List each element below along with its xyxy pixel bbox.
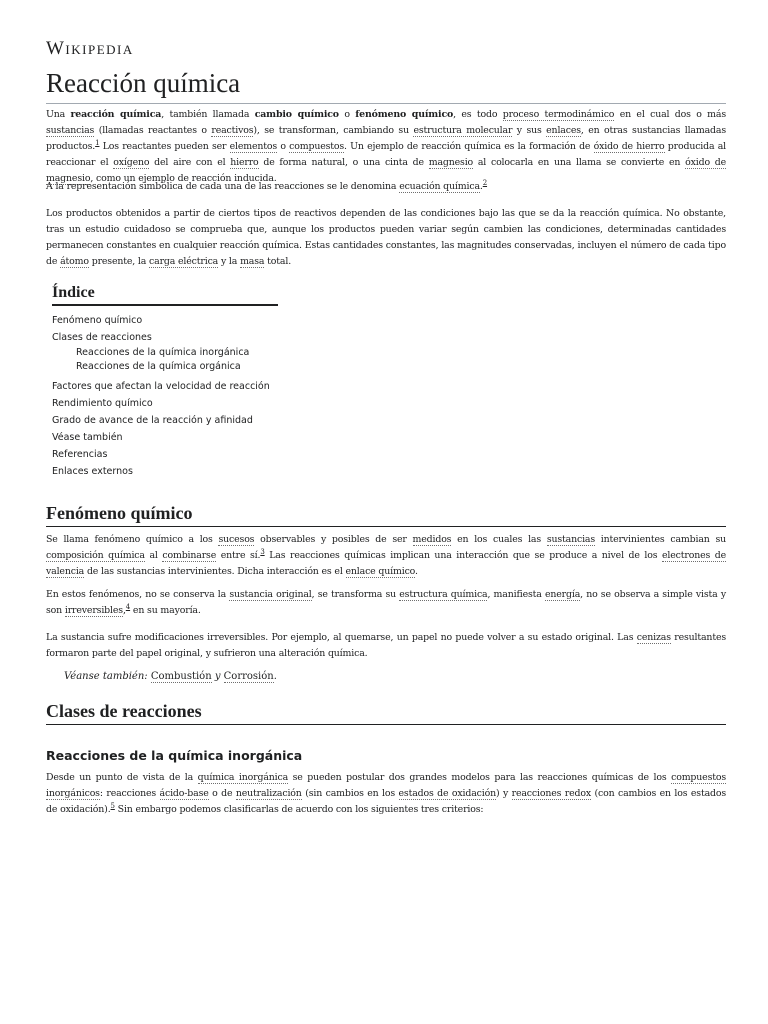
text: total.: [264, 256, 292, 267]
toc-item-quimica-inorganica[interactable]: Reacciones de la química inorgánica: [76, 347, 250, 358]
toc-item-factores-velocidad[interactable]: Factores que afectan la velocidad de reacción: [52, 381, 270, 392]
wikipedia-wordmark: Wikipedia: [46, 38, 134, 59]
text: presente, la: [88, 256, 150, 267]
link-cenizas[interactable]: cenizas: [636, 632, 671, 643]
link-oxido-de-hierro[interactable]: óxido de hierro: [593, 141, 665, 152]
link-estados-de-oxidacion[interactable]: estados de oxidación: [398, 788, 496, 799]
reference-5[interactable]: 5: [110, 801, 115, 810]
text: entre sí.: [216, 550, 261, 561]
text: y la: [218, 256, 241, 267]
text: o: [338, 109, 356, 120]
link-carga-electrica[interactable]: carga eléctrica: [149, 256, 219, 267]
toc-item-quimica-organica[interactable]: Reacciones de la química orgánica: [76, 361, 241, 372]
link-neutralizacion[interactable]: neutralización: [235, 788, 302, 799]
clases-paragraph-1: [46, 770, 726, 818]
text: (llamadas reactantes o: [94, 125, 212, 136]
toc-item-referencias[interactable]: Referencias: [52, 449, 108, 460]
fenomeno-paragraph-3: [46, 630, 726, 662]
text: ,: [122, 605, 126, 616]
text: Se llama fenómeno químico a los: [46, 534, 219, 545]
link-proceso-termodinamico[interactable]: proceso termodinámico: [502, 109, 615, 120]
text: , como un ejemplo de reacción inducida.: [90, 173, 277, 184]
text: Una: [46, 109, 71, 120]
text: Los productos obtenidos a partir de ciertos tipos de reactivos dependen de las condiciones bajo las que se da la reacción química. No obstante, tras un estudio cuidadoso se comprueba que, aunque los productos pueden variar según cambien las condiciones, determinadas cantidades permanecen constantes en cualquier reacción química. Estas cantidades constantes, las magnitudes conservadas, incluyen el número de cada tipo de: [46, 208, 726, 267]
see-also-lead: Véanse también:: [64, 671, 151, 682]
text: observables y posibles de ser: [254, 534, 413, 545]
link-corrosion[interactable]: Corrosión: [223, 671, 274, 682]
text: de forma natural, o una cinta de: [258, 157, 429, 168]
link-reacciones-redox[interactable]: reacciones redox: [511, 788, 592, 799]
text: .: [273, 671, 277, 682]
table-of-contents: [52, 284, 278, 480]
link-sustancias[interactable]: sustancias: [46, 125, 95, 136]
reference-4[interactable]: 4: [125, 602, 131, 611]
link-reactivos[interactable]: reactivos: [211, 125, 254, 136]
link-magnesio[interactable]: magnesio: [428, 157, 474, 168]
toc-item-enlaces-externos[interactable]: Enlaces externos: [52, 466, 133, 477]
link-estructura-quimica[interactable]: estructura química: [399, 589, 488, 600]
text: de las sustancias intervinientes. Dicha interacción es el: [84, 566, 346, 577]
text: ) y: [495, 788, 512, 799]
subsection-heading-quimica-inorganica: Reacciones de la química inorgánica: [46, 748, 303, 763]
link-atomo[interactable]: átomo: [60, 256, 89, 267]
link-enlace-quimico[interactable]: enlace químico: [345, 566, 416, 577]
fenomeno-paragraph-1: [46, 532, 726, 580]
link-enlaces[interactable]: enlaces: [546, 125, 581, 136]
text: del aire con el: [149, 157, 231, 168]
text: Las reacciones químicas implican una interacción que se produce a nivel de los: [264, 550, 662, 561]
text: .: [479, 181, 483, 192]
text: al colocarla en una llama se convierte en: [473, 157, 686, 168]
link-acido-base[interactable]: ácido-base: [159, 788, 209, 799]
reference-2[interactable]: 2: [482, 178, 488, 187]
link-compuestos-inorganicos[interactable]: compuestos inorgánicos: [46, 772, 726, 799]
link-medidos[interactable]: medidos: [412, 534, 452, 545]
link-estructura-molecular[interactable]: estructura molecular: [413, 125, 513, 136]
intro-paragraph-3: [46, 206, 726, 270]
section-heading-clases-de-reacciones: Clases de reacciones: [46, 701, 726, 725]
link-sustancias[interactable]: sustancias: [546, 534, 596, 545]
text: , en otras sustancias llamadas productos.: [46, 125, 726, 152]
link-masa[interactable]: masa: [240, 256, 265, 267]
text: resultantes formaron parte del papel original, y sufrieron una alteración química.: [46, 632, 726, 659]
text: al: [144, 550, 163, 561]
text: en el cual dos o más: [614, 109, 726, 120]
toc-item-clases-de-reacciones[interactable]: Clases de reacciones: [52, 332, 152, 343]
text: En estos fenómenos, no se conserva la: [46, 589, 230, 600]
text: ), se transforman, cambiando su: [253, 125, 414, 136]
toc-item-vease-tambien[interactable]: Véase también: [52, 432, 123, 443]
toc-title: Índice: [52, 284, 278, 306]
page-title: Reacción química: [46, 68, 726, 104]
text: , no se observa a simple vista y son: [46, 589, 726, 616]
toc-group-clases: [52, 329, 278, 374]
text: en su mayoría.: [130, 605, 201, 616]
text: Los reactantes pueden ser: [99, 141, 230, 152]
text: , manifiesta: [487, 589, 545, 600]
link-irreversibles[interactable]: irreversibles: [64, 605, 123, 616]
toc-item-fenomeno-quimico[interactable]: Fenómeno químico: [52, 315, 143, 326]
link-compuestos[interactable]: compuestos: [289, 141, 345, 152]
text: , también llamada: [161, 109, 255, 120]
text: o de: [208, 788, 236, 799]
link-combinarse[interactable]: combinarse: [162, 550, 217, 561]
toc-item-grado-de-avance[interactable]: Grado de avance de la reacción y afinidad: [52, 415, 253, 426]
text: .: [415, 566, 418, 577]
intro-paragraph-2: [46, 179, 726, 195]
reference-1[interactable]: 1: [95, 138, 100, 147]
link-sustancia-original[interactable]: sustancia original: [229, 589, 312, 600]
link-electrones-de-valencia[interactable]: electrones de valencia: [46, 550, 726, 577]
text: se pueden postular dos grandes modelos para las reacciones químicas de los: [288, 772, 672, 783]
link-elementos[interactable]: elementos: [229, 141, 278, 152]
text: intervinientes cambian su: [595, 534, 726, 545]
text: (con cambios en los estados de oxidación).: [46, 788, 727, 815]
link-composicion-quimica[interactable]: composición química: [46, 550, 145, 561]
link-sucesos[interactable]: sucesos: [218, 534, 255, 545]
link-oxido-de-magnesio[interactable]: óxido de magnesio: [46, 157, 726, 184]
link-combustion[interactable]: Combustión: [150, 671, 212, 682]
fenomeno-paragraph-2: [46, 587, 726, 619]
link-energia[interactable]: energía: [544, 589, 581, 600]
see-also-conjunction: y: [211, 671, 224, 682]
text: A la representación simbólica de cada una de las reacciones se le denomina: [46, 181, 400, 192]
toc-item-rendimiento-quimico[interactable]: Rendimiento químico: [52, 398, 153, 409]
text: . Un ejemplo de reacción química es la formación de: [344, 141, 594, 152]
section-heading-fenomeno-quimico: Fenómeno químico: [46, 503, 726, 527]
text: : reacciones: [99, 788, 160, 799]
bold-term: cambio químico: [254, 109, 339, 120]
wikipedia-logo[interactable]: [46, 38, 134, 60]
text: y sus: [512, 125, 547, 136]
text: o: [277, 141, 290, 152]
intro-paragraph-1: [46, 107, 726, 187]
link-oxigeno[interactable]: oxígeno: [113, 157, 150, 168]
link-ecuacion-quimica[interactable]: ecuación química: [399, 181, 480, 192]
see-also-note: [64, 669, 277, 685]
text: Sin embargo podemos clasificarlas de acuerdo con los siguientes tres criterios:: [114, 804, 484, 815]
link-hierro[interactable]: hierro: [230, 157, 259, 168]
text: (sin cambios en los: [301, 788, 399, 799]
text: , es todo: [453, 109, 503, 120]
text: , se transforma su: [311, 589, 400, 600]
text: La sustancia sufre modificaciones irreversibles. Por ejemplo, al quemarse, un papel no puede volver a su estado original. Las: [46, 632, 637, 643]
bold-term: reacción química: [70, 109, 162, 120]
text: en los cuales las: [451, 534, 547, 545]
text: producida al reaccionar el: [46, 141, 727, 168]
bold-term: fenómeno químico: [355, 109, 454, 120]
link-quimica-inorganica[interactable]: química inorgánica: [197, 772, 289, 783]
text: Desde un punto de vista de la: [46, 772, 198, 783]
reference-3[interactable]: 3: [260, 547, 265, 556]
